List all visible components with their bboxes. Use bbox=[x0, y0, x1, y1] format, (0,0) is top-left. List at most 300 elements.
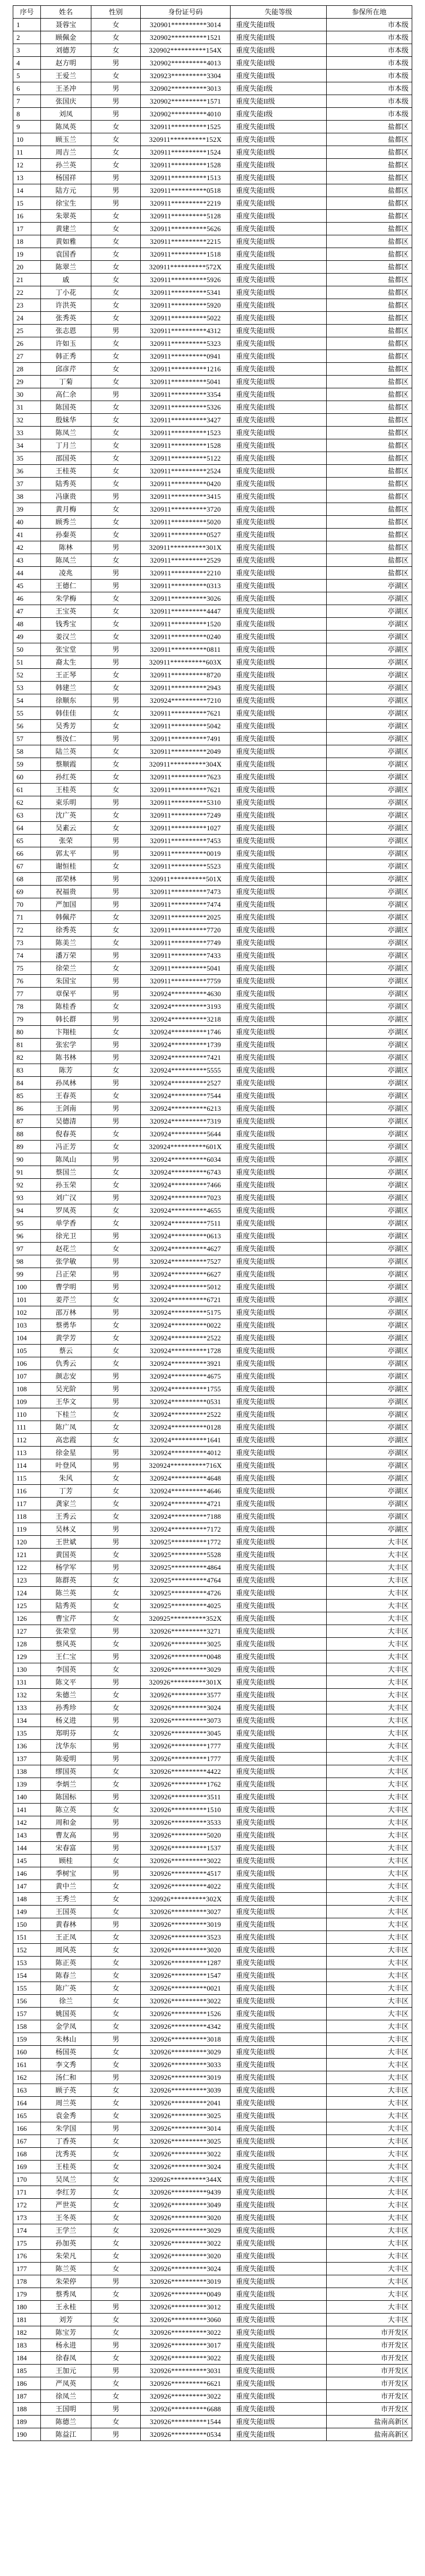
header-insured-location: 参保所在地 bbox=[327, 6, 412, 19]
cell-id-number: 320911**********5042 bbox=[141, 720, 231, 733]
cell-disability-level: 重度失能II级 bbox=[231, 1995, 327, 2008]
cell-gender: 女 bbox=[91, 1204, 141, 1217]
table-row bbox=[13, 2084, 412, 2097]
cell-gender: 女 bbox=[91, 2084, 141, 2097]
cell-name: 陈芳 bbox=[41, 1064, 91, 1077]
cell-gender: 女 bbox=[91, 1421, 141, 1434]
cell-seq: 9 bbox=[13, 121, 41, 133]
cell-name: 张志恩 bbox=[41, 325, 91, 337]
cell-disability-level: 重度失能II级 bbox=[231, 1765, 327, 1778]
cell-disability-level: 重度失能II级 bbox=[231, 2046, 327, 2059]
cell-seq: 81 bbox=[13, 1039, 41, 1051]
cell-disability-level: 重度失能II级 bbox=[231, 261, 327, 274]
table-row bbox=[13, 1740, 412, 1753]
cell-gender: 女 bbox=[91, 401, 141, 414]
cell-insured-location: 大丰区 bbox=[327, 1663, 412, 1676]
cell-seq: 184 bbox=[13, 2352, 41, 2365]
table-row bbox=[13, 121, 412, 133]
cell-disability-level: 重度失能II级 bbox=[231, 1153, 327, 1166]
cell-insured-location: 大丰区 bbox=[327, 1753, 412, 1765]
cell-insured-location: 亭湖区 bbox=[327, 1192, 412, 1204]
cell-disability-level: 重度失能II级 bbox=[231, 2339, 327, 2352]
cell-seq: 114 bbox=[13, 1459, 41, 1472]
cell-name: 丁菊 bbox=[41, 376, 91, 388]
cell-gender: 男 bbox=[91, 898, 141, 911]
cell-insured-location: 亭湖区 bbox=[327, 1396, 412, 1408]
cell-gender: 女 bbox=[91, 1689, 141, 1702]
cell-seq: 31 bbox=[13, 401, 41, 414]
cell-id-number: 320924**********7210 bbox=[141, 694, 231, 707]
cell-seq: 87 bbox=[13, 1115, 41, 1128]
table-row bbox=[13, 2263, 412, 2275]
table-row bbox=[13, 1676, 412, 1689]
cell-gender: 女 bbox=[91, 1880, 141, 1893]
cell-seq: 54 bbox=[13, 694, 41, 707]
cell-name: 仇秀云 bbox=[41, 1357, 91, 1370]
table-row bbox=[13, 1230, 412, 1243]
table-row bbox=[13, 1434, 412, 1447]
cell-disability-level: 重度失能II级 bbox=[231, 1689, 327, 1702]
cell-insured-location: 亭湖区 bbox=[327, 1204, 412, 1217]
cell-seq: 6 bbox=[13, 82, 41, 95]
cell-insured-location: 大丰区 bbox=[327, 1549, 412, 1561]
cell-name: 宋春富 bbox=[41, 1842, 91, 1855]
cell-disability-level: 重度失能II级 bbox=[231, 2377, 327, 2390]
cell-insured-location: 大丰区 bbox=[327, 1727, 412, 1740]
cell-id-number: 320926**********3029 bbox=[141, 1663, 231, 1676]
cell-gender: 男 bbox=[91, 1791, 141, 1804]
cell-seq: 185 bbox=[13, 2365, 41, 2377]
table-row bbox=[13, 2301, 412, 2314]
cell-insured-location: 大丰区 bbox=[327, 2250, 412, 2263]
cell-id-number: 320926**********3022 bbox=[141, 1855, 231, 1867]
cell-id-number: 320926**********3533 bbox=[141, 1816, 231, 1829]
cell-id-number: 320926**********3029 bbox=[141, 2046, 231, 2059]
table-row bbox=[13, 1995, 412, 2008]
cell-id-number: 320911**********2524 bbox=[141, 465, 231, 478]
cell-seq: 10 bbox=[13, 133, 41, 146]
cell-gender: 女 bbox=[91, 554, 141, 567]
cell-gender: 男 bbox=[91, 108, 141, 121]
cell-gender: 女 bbox=[91, 2020, 141, 2033]
cell-disability-level: 重度失能I级 bbox=[231, 108, 327, 121]
table-row bbox=[13, 669, 412, 682]
cell-disability-level: 重度失能II级 bbox=[231, 1408, 327, 1421]
table-row bbox=[13, 44, 412, 57]
cell-name: 蔡汝仁 bbox=[41, 733, 91, 745]
table-row bbox=[13, 490, 412, 503]
table-row bbox=[13, 1561, 412, 1574]
cell-disability-level: 重度失能II级 bbox=[231, 1574, 327, 1587]
cell-insured-location: 盐都区 bbox=[327, 159, 412, 172]
cell-id-number: 320923**********3304 bbox=[141, 70, 231, 82]
cell-id-number: 320924**********1746 bbox=[141, 1026, 231, 1039]
cell-insured-location: 亭湖区 bbox=[327, 605, 412, 618]
table-row bbox=[13, 1370, 412, 1383]
table-row bbox=[13, 1702, 412, 1714]
cell-gender: 女 bbox=[91, 2288, 141, 2301]
cell-id-number: 320911**********3354 bbox=[141, 388, 231, 401]
cell-seq: 163 bbox=[13, 2084, 41, 2097]
cell-name: 陈林 bbox=[41, 541, 91, 554]
cell-name: 谢恒桂 bbox=[41, 860, 91, 873]
cell-gender: 男 bbox=[91, 1651, 141, 1663]
cell-name: 蔡勇华 bbox=[41, 1319, 91, 1332]
cell-insured-location: 大丰区 bbox=[327, 2033, 412, 2046]
cell-disability-level: 重度失能II级 bbox=[231, 962, 327, 975]
cell-seq: 158 bbox=[13, 2020, 41, 2033]
cell-gender: 女 bbox=[91, 1141, 141, 1153]
cell-seq: 1 bbox=[13, 19, 41, 31]
cell-id-number: 320911**********1528 bbox=[141, 159, 231, 172]
cell-disability-level: 重度失能II级 bbox=[231, 2250, 327, 2263]
table-row bbox=[13, 31, 412, 44]
cell-insured-location: 盐都区 bbox=[327, 184, 412, 197]
table-row bbox=[13, 1268, 412, 1281]
cell-insured-location: 大丰区 bbox=[327, 1855, 412, 1867]
cell-insured-location: 盐都区 bbox=[327, 146, 412, 159]
cell-name: 吴秀芳 bbox=[41, 720, 91, 733]
cell-gender: 女 bbox=[91, 1944, 141, 1957]
cell-name: 罗凤英 bbox=[41, 1204, 91, 1217]
cell-disability-level: 重度失能II级 bbox=[231, 1855, 327, 1867]
cell-insured-location: 大丰区 bbox=[327, 1995, 412, 2008]
cell-name: 朱翠英 bbox=[41, 210, 91, 223]
cell-disability-level: 重度失能II级 bbox=[231, 2033, 327, 2046]
cell-insured-location: 大丰区 bbox=[327, 1969, 412, 1982]
cell-disability-level: 重度失能II级 bbox=[231, 745, 327, 758]
table-row bbox=[13, 1880, 412, 1893]
cell-gender: 女 bbox=[91, 261, 141, 274]
cell-insured-location: 亭湖区 bbox=[327, 1281, 412, 1294]
cell-seq: 72 bbox=[13, 924, 41, 937]
table-row bbox=[13, 1255, 412, 1268]
cell-disability-level: 重度失能II级 bbox=[231, 414, 327, 427]
cell-name: 王国英 bbox=[41, 1906, 91, 1918]
cell-id-number: 320926**********301X bbox=[141, 1676, 231, 1689]
cell-insured-location: 亭湖区 bbox=[327, 1115, 412, 1128]
table-row bbox=[13, 988, 412, 1000]
cell-insured-location: 亭湖区 bbox=[327, 937, 412, 949]
cell-seq: 175 bbox=[13, 2237, 41, 2250]
cell-name: 王爱兰 bbox=[41, 70, 91, 82]
cell-seq: 25 bbox=[13, 325, 41, 337]
cell-seq: 27 bbox=[13, 350, 41, 363]
cell-gender: 女 bbox=[91, 2148, 141, 2161]
cell-name: 高忠霞 bbox=[41, 1434, 91, 1447]
table-row bbox=[13, 376, 412, 388]
cell-insured-location: 亭湖区 bbox=[327, 1026, 412, 1039]
cell-disability-level: 重度失能II级 bbox=[231, 771, 327, 784]
cell-insured-location: 大丰区 bbox=[327, 1765, 412, 1778]
cell-insured-location: 盐都区 bbox=[327, 567, 412, 580]
cell-disability-level: 重度失能II级 bbox=[231, 2186, 327, 2199]
cell-name: 汤仁和 bbox=[41, 2071, 91, 2084]
cell-insured-location: 亭湖区 bbox=[327, 784, 412, 796]
cell-id-number: 320925**********4025 bbox=[141, 1600, 231, 1612]
table-row bbox=[13, 1663, 412, 1676]
header-seq: 序号 bbox=[13, 6, 41, 19]
cell-disability-level: 重度失能II级 bbox=[231, 312, 327, 325]
table-row bbox=[13, 82, 412, 95]
cell-name: 邱彦芹 bbox=[41, 363, 91, 376]
cell-seq: 23 bbox=[13, 299, 41, 312]
cell-disability-level: 重度失能II级 bbox=[231, 2020, 327, 2033]
cell-id-number: 320926**********4342 bbox=[141, 2020, 231, 2033]
cell-seq: 33 bbox=[13, 427, 41, 439]
cell-id-number: 320924**********4646 bbox=[141, 1485, 231, 1498]
cell-id-number: 320924**********7421 bbox=[141, 1051, 231, 1064]
table-row bbox=[13, 784, 412, 796]
table-row bbox=[13, 554, 412, 567]
cell-disability-level: 重度失能II级 bbox=[231, 1931, 327, 1944]
cell-seq: 179 bbox=[13, 2288, 41, 2301]
cell-seq: 64 bbox=[13, 822, 41, 835]
cell-id-number: 320924**********0022 bbox=[141, 1319, 231, 1332]
cell-gender: 女 bbox=[91, 707, 141, 720]
table-row bbox=[13, 809, 412, 822]
cell-disability-level: 重度失能II级 bbox=[231, 1663, 327, 1676]
cell-gender: 女 bbox=[91, 745, 141, 758]
cell-gender: 女 bbox=[91, 911, 141, 924]
cell-name: 沈秀英 bbox=[41, 2148, 91, 2161]
cell-id-number: 320911**********5523 bbox=[141, 860, 231, 873]
table-row bbox=[13, 1982, 412, 1995]
table-row bbox=[13, 1421, 412, 1434]
cell-insured-location: 盐都区 bbox=[327, 133, 412, 146]
cell-gender: 女 bbox=[91, 248, 141, 261]
cell-name: 陈凤兰 bbox=[41, 554, 91, 567]
table-row bbox=[13, 1829, 412, 1842]
cell-insured-location: 亭湖区 bbox=[327, 1255, 412, 1268]
cell-disability-level: 重度失能II级 bbox=[231, 1587, 327, 1600]
cell-name: 陈文平 bbox=[41, 1676, 91, 1689]
cell-gender: 男 bbox=[91, 835, 141, 847]
cell-id-number: 320926**********3020 bbox=[141, 1944, 231, 1957]
cell-seq: 162 bbox=[13, 2071, 41, 2084]
cell-disability-level: 重度失能II级 bbox=[231, 949, 327, 962]
table-row bbox=[13, 2097, 412, 2110]
cell-gender: 女 bbox=[91, 720, 141, 733]
cell-seq: 182 bbox=[13, 2326, 41, 2339]
cell-name: 冯正芳 bbox=[41, 1141, 91, 1153]
cell-seq: 113 bbox=[13, 1447, 41, 1459]
cell-name: 殷妹华 bbox=[41, 414, 91, 427]
header-disability-level: 失能等级 bbox=[231, 6, 327, 19]
cell-name: 陈美兰 bbox=[41, 937, 91, 949]
table-row bbox=[13, 1689, 412, 1702]
cell-id-number: 320926**********3025 bbox=[141, 2110, 231, 2122]
cell-name: 严世英 bbox=[41, 2199, 91, 2212]
cell-disability-level: 重度失能II级 bbox=[231, 2365, 327, 2377]
cell-gender: 女 bbox=[91, 1345, 141, 1357]
cell-id-number: 320924**********716X bbox=[141, 1459, 231, 1472]
cell-seq: 76 bbox=[13, 975, 41, 988]
cell-name: 徐兰 bbox=[41, 1995, 91, 2008]
table-row bbox=[13, 1102, 412, 1115]
cell-seq: 89 bbox=[13, 1141, 41, 1153]
cell-gender: 女 bbox=[91, 1064, 141, 1077]
cell-id-number: 320902**********4013 bbox=[141, 57, 231, 70]
cell-name: 王学兰 bbox=[41, 2224, 91, 2237]
cell-seq: 11 bbox=[13, 146, 41, 159]
cell-disability-level: 重度失能II级 bbox=[231, 2212, 327, 2224]
cell-disability-level: 重度失能II级 bbox=[231, 1727, 327, 1740]
cell-gender: 女 bbox=[91, 1179, 141, 1192]
cell-insured-location: 市本级 bbox=[327, 82, 412, 95]
cell-id-number: 320902**********3013 bbox=[141, 82, 231, 95]
table-row bbox=[13, 1306, 412, 1319]
cell-disability-level: 重度失能II级 bbox=[231, 2237, 327, 2250]
table-row bbox=[13, 19, 412, 31]
cell-insured-location: 大丰区 bbox=[327, 2097, 412, 2110]
cell-gender: 男 bbox=[91, 1370, 141, 1383]
table-row bbox=[13, 720, 412, 733]
cell-seq: 165 bbox=[13, 2110, 41, 2122]
cell-gender: 男 bbox=[91, 1829, 141, 1842]
cell-insured-location: 亭湖区 bbox=[327, 988, 412, 1000]
cell-id-number: 320911**********5323 bbox=[141, 337, 231, 350]
cell-gender: 女 bbox=[91, 235, 141, 248]
cell-name: 黄中兰 bbox=[41, 1880, 91, 1893]
cell-seq: 14 bbox=[13, 184, 41, 197]
cell-disability-level: 重度失能II级 bbox=[231, 784, 327, 796]
cell-insured-location: 盐都区 bbox=[327, 427, 412, 439]
cell-gender: 女 bbox=[91, 516, 141, 529]
table-row bbox=[13, 427, 412, 439]
table-row bbox=[13, 1867, 412, 1880]
cell-id-number: 320926**********1547 bbox=[141, 1969, 231, 1982]
cell-disability-level: 重度失能II级 bbox=[231, 605, 327, 618]
cell-seq: 38 bbox=[13, 490, 41, 503]
cell-name: 朱学国 bbox=[41, 2122, 91, 2135]
cell-gender: 男 bbox=[91, 567, 141, 580]
table-row bbox=[13, 133, 412, 146]
cell-id-number: 320926**********3060 bbox=[141, 2314, 231, 2326]
table-row bbox=[13, 2390, 412, 2403]
header-name: 姓名 bbox=[41, 6, 91, 19]
cell-insured-location: 市开发区 bbox=[327, 2326, 412, 2339]
cell-gender: 女 bbox=[91, 2135, 141, 2148]
cell-id-number: 320911**********0019 bbox=[141, 847, 231, 860]
cell-gender: 女 bbox=[91, 937, 141, 949]
cell-disability-level: 重度失能II级 bbox=[231, 2122, 327, 2135]
cell-insured-location: 亭湖区 bbox=[327, 886, 412, 898]
cell-id-number: 320926**********3025 bbox=[141, 2135, 231, 2148]
cell-name: 凌兆 bbox=[41, 567, 91, 580]
table-row bbox=[13, 1893, 412, 1906]
cell-insured-location: 亭湖区 bbox=[327, 745, 412, 758]
cell-insured-location: 亭湖区 bbox=[327, 1217, 412, 1230]
cell-name: 倪春英 bbox=[41, 1128, 91, 1141]
cell-id-number: 320911**********3415 bbox=[141, 490, 231, 503]
cell-name: 丁小花 bbox=[41, 286, 91, 299]
cell-gender: 男 bbox=[91, 2122, 141, 2135]
cell-id-number: 320926**********1526 bbox=[141, 2008, 231, 2020]
cell-name: 杨义进 bbox=[41, 1714, 91, 1727]
table-row bbox=[13, 2161, 412, 2173]
cell-name: 郑明芬 bbox=[41, 1727, 91, 1740]
cell-disability-level: 重度失能II级 bbox=[231, 363, 327, 376]
table-row bbox=[13, 580, 412, 592]
cell-id-number: 320911**********5310 bbox=[141, 796, 231, 809]
cell-name: 韩佩芹 bbox=[41, 911, 91, 924]
cell-seq: 152 bbox=[13, 1944, 41, 1957]
cell-disability-level: 重度失能II级 bbox=[231, 1230, 327, 1243]
cell-name: 顾秀兰 bbox=[41, 516, 91, 529]
cell-gender: 男 bbox=[91, 1740, 141, 1753]
cell-id-number: 320911**********7433 bbox=[141, 949, 231, 962]
cell-id-number: 320911**********7621 bbox=[141, 707, 231, 720]
cell-gender: 女 bbox=[91, 1765, 141, 1778]
table-row bbox=[13, 949, 412, 962]
cell-disability-level: 重度失能II级 bbox=[231, 1523, 327, 1536]
cell-disability-level: 重度失能II级 bbox=[231, 1090, 327, 1102]
table-row bbox=[13, 401, 412, 414]
cell-insured-location: 亭湖区 bbox=[327, 1434, 412, 1447]
cell-insured-location: 亭湖区 bbox=[327, 1370, 412, 1383]
cell-id-number: 320911**********2210 bbox=[141, 567, 231, 580]
table-row bbox=[13, 2046, 412, 2059]
cell-gender: 男 bbox=[91, 796, 141, 809]
cell-name: 顾玉兰 bbox=[41, 133, 91, 146]
cell-name: 张宝堂 bbox=[41, 643, 91, 656]
cell-gender: 女 bbox=[91, 1294, 141, 1306]
cell-name: 朱学梅 bbox=[41, 592, 91, 605]
cell-disability-level: 重度失能II级 bbox=[231, 1128, 327, 1141]
cell-name: 黄月梅 bbox=[41, 503, 91, 516]
cell-id-number: 320924**********6721 bbox=[141, 1294, 231, 1306]
cell-id-number: 320924**********4627 bbox=[141, 1243, 231, 1255]
cell-disability-level: 重度失能II级 bbox=[231, 580, 327, 592]
cell-gender: 女 bbox=[91, 350, 141, 363]
cell-disability-level: 重度失能II级 bbox=[231, 2071, 327, 2084]
cell-name: 陈桂香 bbox=[41, 1000, 91, 1013]
cell-insured-location: 大丰区 bbox=[327, 1867, 412, 1880]
cell-gender: 男 bbox=[91, 1013, 141, 1026]
cell-seq: 29 bbox=[13, 376, 41, 388]
cell-id-number: 320926**********3019 bbox=[141, 2071, 231, 2084]
cell-id-number: 320911**********7621 bbox=[141, 784, 231, 796]
cell-insured-location: 盐都区 bbox=[327, 248, 412, 261]
cell-name: 单学香 bbox=[41, 1217, 91, 1230]
cell-insured-location: 盐都区 bbox=[327, 325, 412, 337]
cell-disability-level: 重度失能II级 bbox=[231, 1051, 327, 1064]
cell-name: 陈春兰 bbox=[41, 1969, 91, 1982]
cell-gender: 女 bbox=[91, 146, 141, 159]
cell-name: 蔡国兰 bbox=[41, 1166, 91, 1179]
cell-seq: 17 bbox=[13, 223, 41, 235]
cell-id-number: 320926**********6688 bbox=[141, 2403, 231, 2416]
table-row bbox=[13, 1345, 412, 1357]
cell-seq: 92 bbox=[13, 1179, 41, 1192]
cell-seq: 172 bbox=[13, 2199, 41, 2212]
cell-disability-level: 重度失能II级 bbox=[231, 2326, 327, 2339]
cell-seq: 80 bbox=[13, 1026, 41, 1039]
cell-name: 王春英 bbox=[41, 1090, 91, 1102]
cell-insured-location: 亭湖区 bbox=[327, 911, 412, 924]
table-row bbox=[13, 2339, 412, 2352]
cell-gender: 女 bbox=[91, 299, 141, 312]
cell-id-number: 320926**********3022 bbox=[141, 1995, 231, 2008]
cell-id-number: 320926**********3019 bbox=[141, 2275, 231, 2288]
cell-name: 刘德芳 bbox=[41, 44, 91, 57]
cell-name: 徐秀英 bbox=[41, 924, 91, 937]
cell-disability-level: 重度失能II级 bbox=[231, 1102, 327, 1115]
cell-insured-location: 亭湖区 bbox=[327, 592, 412, 605]
table-row bbox=[13, 1077, 412, 1090]
cell-disability-level: 重度失能II级 bbox=[231, 350, 327, 363]
